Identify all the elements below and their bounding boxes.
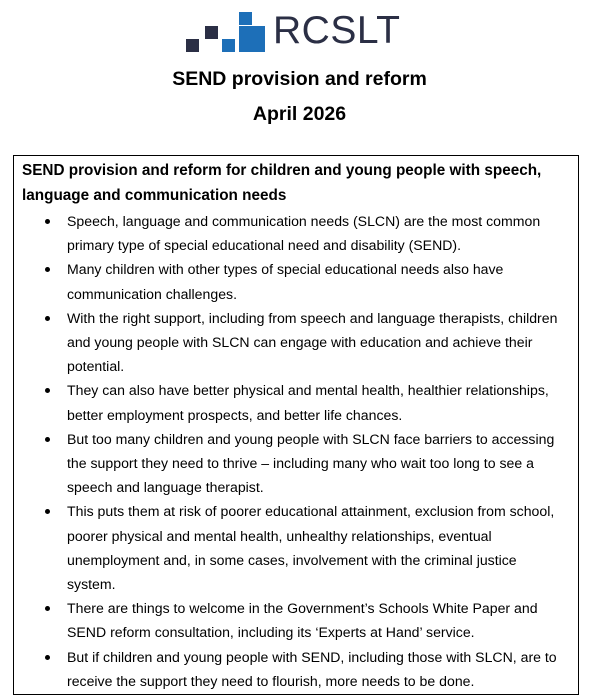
content-box	[13, 155, 579, 695]
list-item	[14, 596, 580, 644]
list-item-text: With the right support, including from speech and language therapists, children and young people with SLCN can engage with education and achieve their potential.	[67, 309, 558, 375]
list-item	[14, 209, 580, 257]
list-item	[14, 257, 580, 305]
section-heading: SEND provision and reform for children and young people with speech, language and communication needs	[22, 162, 542, 204]
rcslt-logo	[186, 9, 401, 52]
bullet-dot-icon	[45, 219, 50, 224]
bullet-dot-icon	[45, 388, 50, 393]
list-item	[14, 499, 580, 596]
list-item	[14, 306, 580, 379]
list-item-text: Speech, language and communication needs (SLCN) are the most common primary type of special educational need and disability (SEND).	[67, 213, 541, 254]
list-item-text: There are things to welcome in the Government’s Schools White Paper and SEND reform consultation, including its ‘Experts at Hand’ service.	[67, 600, 538, 641]
bullet-list	[14, 209, 580, 693]
list-item-text: This puts them at risk of poorer educational attainment, exclusion from school, poorer physical and mental health, unhealthy relationships, eventual unemployment and, in some cases, involvement with the criminal justice system.	[67, 503, 555, 593]
bullet-dot-icon	[45, 655, 50, 660]
list-item-text: But if children and young people with SEND, including those with SLCN, are to receive the support they need to flourish, more needs to be done.	[67, 648, 557, 689]
list-item	[14, 427, 580, 500]
page-date: April 2026	[252, 103, 347, 125]
list-item	[14, 378, 580, 426]
bullet-dot-icon	[45, 316, 50, 321]
list-item-text: They can also have better physical and mental health, healthier relationships, better employment prospects, and better life chances.	[67, 382, 549, 423]
bullet-dot-icon	[45, 437, 50, 442]
list-item	[14, 645, 580, 693]
bullet-dot-icon	[45, 267, 50, 272]
list-item-text: Many children with other types of special educational needs also have communication challenges.	[67, 261, 504, 302]
bullet-dot-icon	[45, 606, 50, 611]
page-title: SEND provision and reform	[172, 68, 427, 90]
list-item-text: But too many children and young people with SLCN face barriers to accessing the support they need to thrive – including many who wait too long to see a speech and language therapist.	[67, 430, 555, 496]
rcslt-logo-mark	[186, 12, 266, 52]
bullet-dot-icon	[45, 509, 50, 514]
rcslt-logo-text: RCSLT	[273, 9, 401, 52]
